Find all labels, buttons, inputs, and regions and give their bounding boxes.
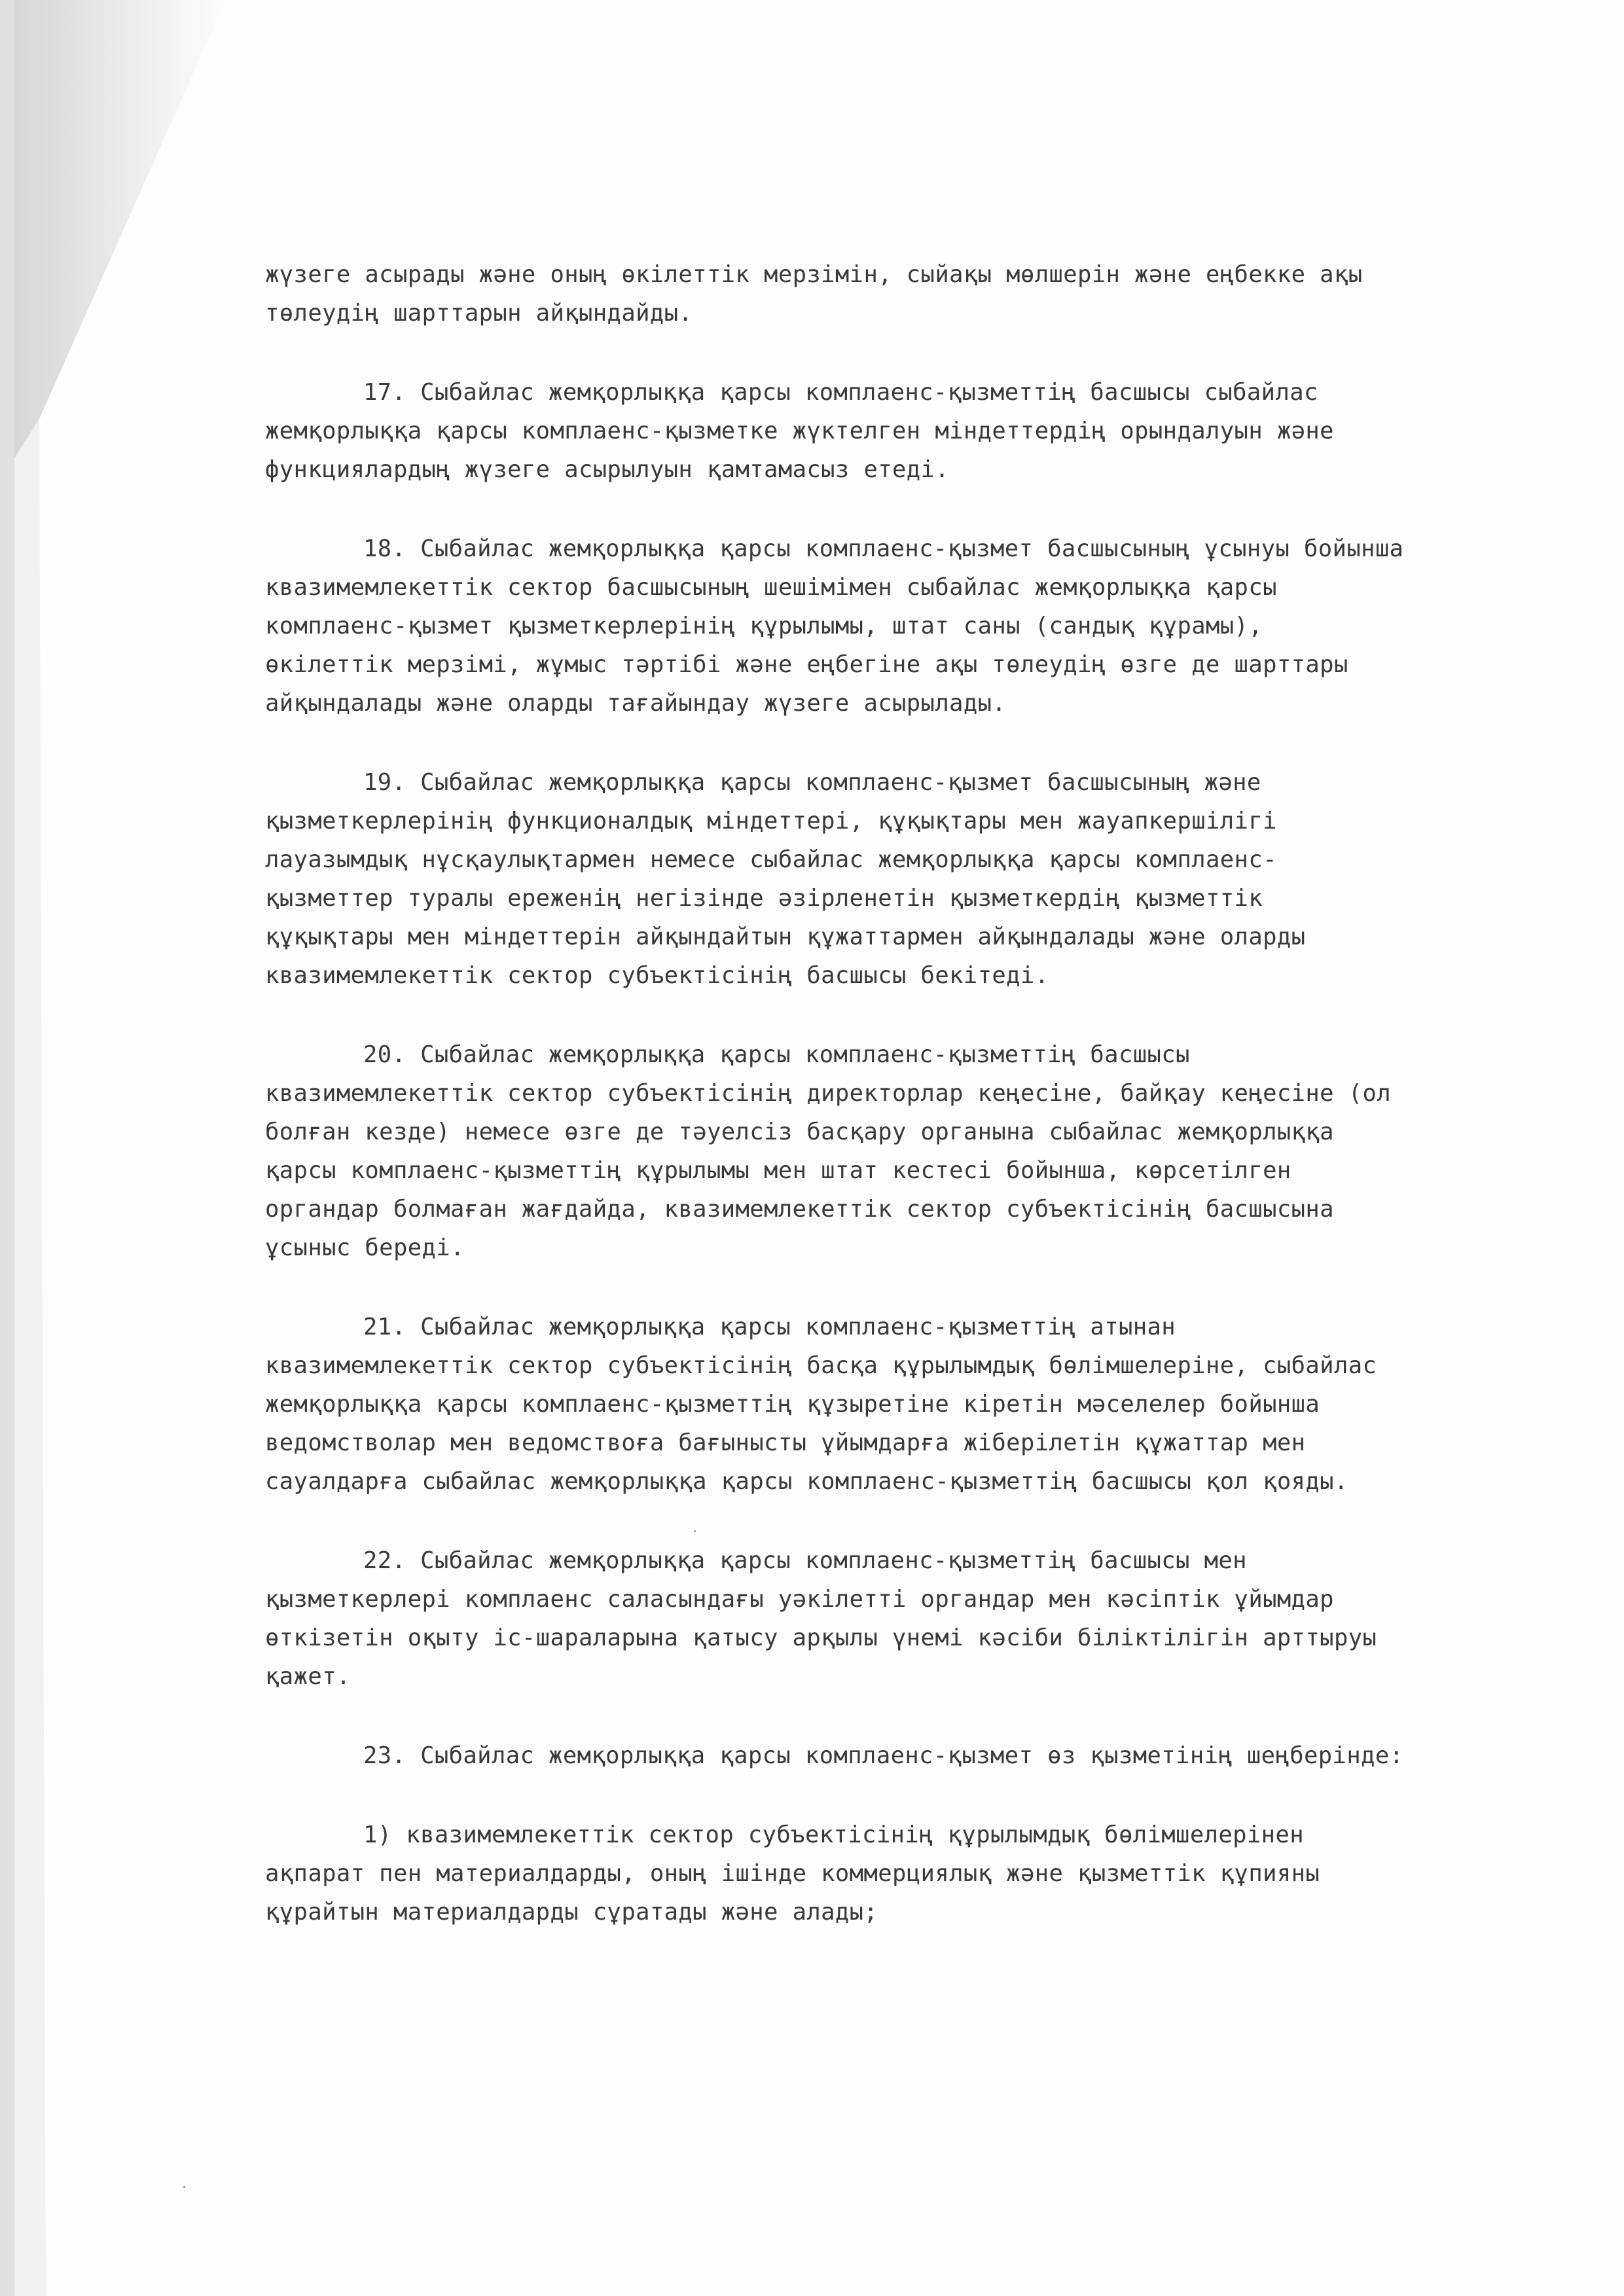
text-line: қызметкерлері комплаенс саласындағы уәкілетті органдар мен кәсіптік ұйымдар	[265, 1586, 1334, 1613]
text-line: лауазымдық нұсқаулықтармен немесе сыбайлас жемқорлыққа қарсы комплаенс-	[265, 846, 1277, 873]
text-line: қарсы комплаенс-қызметтің құрылымы мен штат кестесі бойынша, көрсетілген	[265, 1157, 1291, 1184]
paragraph-19	[265, 763, 1551, 995]
text-line: квазимемлекеттік сектор субъектісінің басшысы бекітеді.	[265, 962, 1049, 989]
text-line: ведомстволар мен ведомствоға бағынысты ұйымдарға жіберілетін құжаттар мен	[265, 1429, 1306, 1456]
paragraph-22	[265, 1541, 1551, 1696]
text-line: қызметтер туралы ереженің негізінде әзірленетін қызметкердің қызметтік	[265, 885, 1263, 912]
text-line: құқықтары мен міндеттерін айқындайтын құжаттармен айқындалады және оларды	[265, 924, 1306, 950]
text-line: қажет.	[265, 1663, 351, 1690]
text-line: жемқорлыққа қарсы комплаенс-қызметке жүктелген міндеттердің орындалуын және	[265, 418, 1334, 444]
text-line: 20. Сыбайлас жемқорлыққа қарсы комплаенс-қызметтің басшысы	[363, 1041, 1190, 1068]
text-line: 21. Сыбайлас жемқорлыққа қарсы комплаенс-қызметтің атынан	[363, 1314, 1176, 1340]
text-line: квазимемлекеттік сектор субъектісінің басқа құрылымдық бөлімшелеріне, сыбайлас	[265, 1352, 1377, 1379]
paragraph-23-item-1	[265, 1816, 1551, 1931]
paragraph-17	[265, 373, 1551, 489]
text-line: ұсыныс береді.	[265, 1234, 465, 1261]
text-line: 1) квазимемлекеттік сектор субъектісінің құрылымдық бөлімшелерінен	[363, 1821, 1305, 1848]
scan-speck	[694, 1530, 696, 1532]
text-line: 22. Сыбайлас жемқорлыққа қарсы комплаенс-қызметтің басшысы мен	[363, 1547, 1247, 1574]
text-line: өкілеттік мерзімі, жұмыс тәртібі және еңбегіне ақы төлеудің өзге де шарттары	[265, 651, 1348, 678]
document-body	[265, 255, 1551, 1972]
text-line: құрайтын материалдарды сұратады және алады;	[265, 1899, 878, 1926]
text-line: квазимемлекеттік сектор басшысының шешімімен сыбайлас жемқорлыққа қарсы	[265, 574, 1277, 601]
paragraph-21	[265, 1308, 1551, 1501]
text-line: квазимемлекеттік сектор субъектісінің директорлар кеңесіне, байқау кеңесіне (ол	[265, 1080, 1392, 1107]
text-line: 19. Сыбайлас жемқорлыққа қарсы комплаенс-қызмет басшысының және	[363, 769, 1261, 796]
text-line: ақпарат пен материалдарды, оның ішінде коммерциялық және қызметтік құпияны	[265, 1860, 1320, 1887]
text-line: 23. Сыбайлас жемқорлыққа қарсы комплаенс-қызмет өз қызметінің шеңберінде:	[363, 1742, 1404, 1769]
scan-shadow	[0, 0, 236, 2296]
paragraph-23	[265, 1736, 1551, 1775]
text-line: төлеудің шарттарын айқындайды.	[265, 300, 693, 327]
text-line: жүзеге асырады және оның өкілеттік мерзімін, сыйақы мөлшерін және еңбекке ақы	[265, 261, 1363, 288]
text-line: болған кезде) немесе өзге де тәуелсіз басқару органына сыбайлас жемқорлыққа	[265, 1119, 1334, 1145]
scan-speck	[183, 2186, 185, 2188]
paragraph-18	[265, 529, 1551, 723]
text-line: 17. Сыбайлас жемқорлыққа қарсы комплаенс-қызметтің басшысы сыбайлас	[363, 379, 1318, 406]
text-line: жемқорлыққа қарсы комплаенс-қызметтің құзыретіне кіретін мәселелер бойынша	[265, 1391, 1320, 1418]
paragraph-20	[265, 1035, 1551, 1267]
text-line: өткізетін оқыту іс-шараларына қатысу арқылы үнемі кәсіби біліктілігін арттыруы	[265, 1624, 1377, 1651]
text-line: 18. Сыбайлас жемқорлыққа қарсы комплаенс-қызмет басшысының ұсынуы бойынша	[363, 535, 1404, 562]
text-line: функциялардың жүзеге асырылуын қамтамасыз етеді.	[265, 456, 950, 483]
text-line: комплаенс-қызмет қызметкерлерінің құрылымы, штат саны (сандық құрамы),	[265, 613, 1263, 639]
text-line: қызметкерлерінің функционалдық міндеттері, құқықтары мен жауапкершілігі	[265, 808, 1277, 834]
text-line: органдар болмаған жағдайда, квазимемлекеттік сектор субъектісінің басшысына	[265, 1196, 1334, 1223]
text-line: сауалдарға сыбайлас жемқорлыққа қарсы комплаенс-қызметтің басшысы қол қояды.	[265, 1468, 1348, 1495]
paragraph-continuation	[265, 255, 1551, 332]
text-line: айқындалады және оларды тағайындау жүзеге асырылады.	[265, 690, 1007, 717]
